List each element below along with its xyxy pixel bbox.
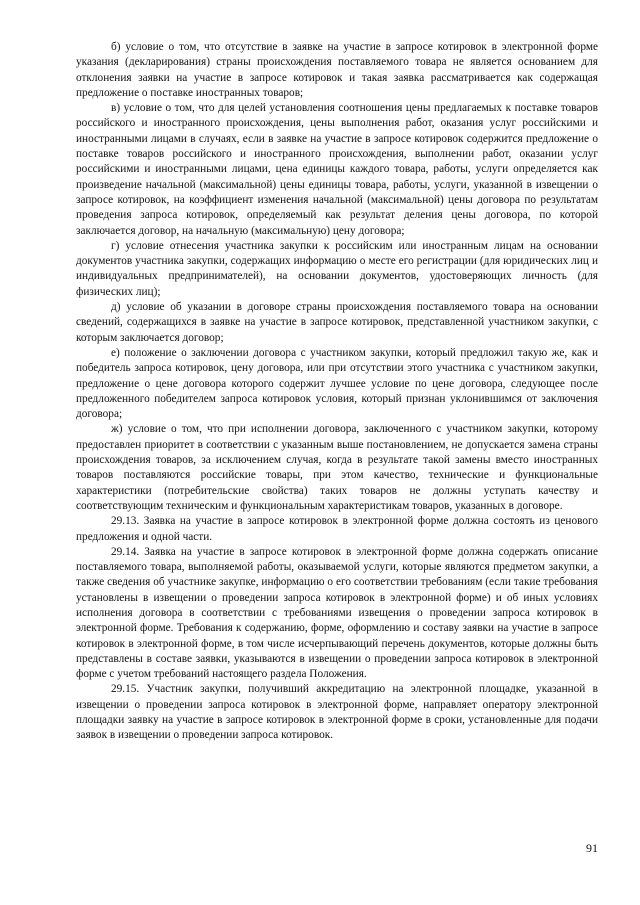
paragraph-29-15: 29.15. Участник закупки, получивший аккредитацию на электронной площадке, указанной в извещении о проведении запроса котировок в электронной форме, направляет оператору электронной площадки заявку на участие в запросе котировок в электронной форме в сроки, установленные для подачи заявок в извещении о проведении запроса котировок. — [76, 683, 598, 742]
paragraph-e: е) положение о заключении договора с участником закупки, который предложил такую же, как и победитель запроса котировок, цену договора, или при отсутствии этого участника с участником закупки, предложение о цене договора которого содержит лучшее условие по цене договора, следующее после предложенного победителем запроса котировок условия, который признан уклонившимся от заключения договора; — [76, 346, 598, 421]
paragraph-zh: ж) условие о том, что при исполнении договора, заключенного с участником закупки, которому предоставлен приоритет в соответствии с указанным выше постановлением, не допускается замена страны происхождения товаров, за исключением случая, когда в результате такой замены вместо иностранных товаров поставляются российские товары, при этом качество, технические и функциональные характеристики (потребительские свойства) таких товаров не должны уступать качеству и соответствующим техническим и функциональным характеристикам товаров, указанных в договоре. — [76, 423, 598, 512]
paragraph-29-14: 29.14. Заявка на участие в запросе котировок в электронной форме должна содержать описание поставляемого товара, выполняемой работы, оказываемой услуги, которые являются предметом закупки, а также сведения об участнике закупке, информацию о его соответствии требованиям (если такие требования установлены в извещении о проведении запроса котировок в электронной форме) и об иных условиях исполнения договора в соответствии с требованиями извещения о проведении запроса котировок в электронной форме. Требования к содержанию, форме, оформлению и составу заявки на участие в запросе котировок в электронной форме, в том числе исчерпывающий перечень документов, которые должны быть представлены в составе заявки, указываются в извещении о проведении запроса котировок в электронной форме с учетом требований настоящего раздела Положения. — [76, 545, 598, 681]
paragraph-29-13: 29.13. Заявка на участие в запросе котировок в электронной форме должна состоять из ценового предложения и одной части. — [76, 515, 598, 543]
paragraph-b: б) условие о том, что отсутствие в заявке на участие в запросе котировок в электронной форме указания (декларирования) страны происхождения поставляемого товара не является основанием для отклонения заявки на участие в запросе котировок и такая заявка рассматривается как содержащая предложение о поставке иностранных товаров; — [76, 41, 598, 99]
paragraph-d: д) условие об указании в договоре страны происхождения поставляемого товара на основании сведений, содержащихся в заявке на участие в запросе котировок, представленной участником закупки, с которым заключается договор; — [76, 301, 598, 344]
page-number: 91 — [586, 841, 598, 855]
paragraph-g: г) условие отнесения участника закупки к российским или иностранным лицам на основании документов участника закупки, содержащих информацию о месте его регистрации (для юридических лиц и индивидуальных предпринимателей), на основании документов, удостоверяющих личность (для физических лиц); — [76, 239, 598, 298]
paragraph-v: в) условие о том, что для целей установления соотношения цены предлагаемых к поставке товаров российского и иностранного происхождения, цены выполнения работ, оказания услуг российскими и иностранными лицами в случаях, если в заявке на участие в запросе котировок содержится предложение о поставке товаров российского и иностранного происхождения, выполнении работ, оказании услуг российскими и иностранными лицами, цена единицы каждого товара, работы, услуги определяется как произведение начальной (максимальной) цены единицы товара, работы, услуги, указанной в извещении о запросе котировок, на коэффициент изменения начальной (максимальной) цены договора по результатам проведения запроса котировок, определяемый как результат деления цены договора, по которой заключается договор, на начальную (максимальную) цену договора; — [76, 102, 598, 237]
document-page — [76, 40, 598, 744]
